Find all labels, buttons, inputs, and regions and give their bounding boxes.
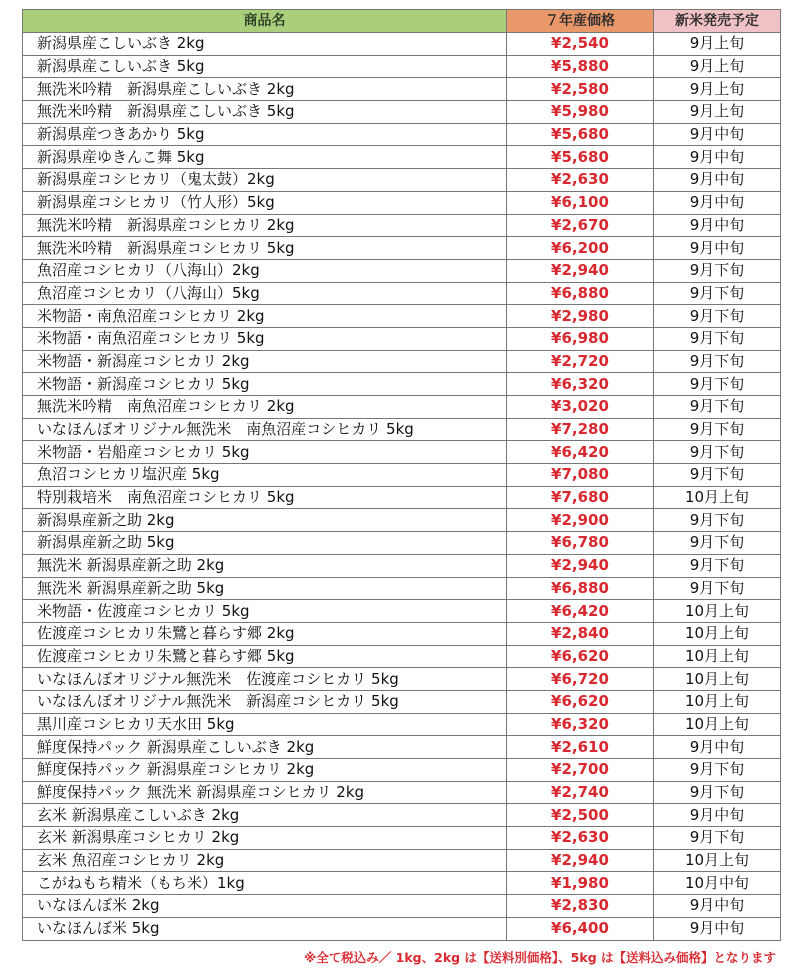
price-cell: ¥2,830	[507, 895, 654, 918]
price-list	[22, 9, 780, 941]
table-row	[23, 191, 781, 214]
release-cell: 9月下旬	[654, 464, 781, 487]
release-cell: 9月下旬	[654, 759, 781, 782]
product-name-cell: 無洗米 新潟県産新之助 5kg	[23, 577, 507, 600]
table-row	[23, 509, 781, 532]
product-name-cell: こがねもち精米（もち米）1kg	[23, 872, 507, 895]
price-cell: ¥2,720	[507, 350, 654, 373]
price-cell: ¥6,100	[507, 191, 654, 214]
release-cell: 9月中旬	[654, 895, 781, 918]
price-cell: ¥2,630	[507, 827, 654, 850]
table-row	[23, 259, 781, 282]
table-row	[23, 282, 781, 305]
product-name-cell: 黒川産コシヒカリ天水田 5kg	[23, 713, 507, 736]
table-body	[23, 33, 781, 941]
price-cell: ¥2,940	[507, 554, 654, 577]
product-name-cell: 玄米 新潟県産コシヒカリ 2kg	[23, 827, 507, 850]
table-row	[23, 373, 781, 396]
product-name-cell: 新潟県産こしいぶき 5kg	[23, 55, 507, 78]
price-cell: ¥5,980	[507, 101, 654, 124]
table-row	[23, 123, 781, 146]
product-name-cell: 佐渡産コシヒカリ朱鷺と暮らす郷 2kg	[23, 622, 507, 645]
release-cell: 9月上旬	[654, 55, 781, 78]
price-cell: ¥6,880	[507, 282, 654, 305]
table-row	[23, 486, 781, 509]
product-name-cell: 新潟県産新之助 2kg	[23, 509, 507, 532]
price-cell: ¥2,900	[507, 509, 654, 532]
price-cell: ¥7,280	[507, 418, 654, 441]
release-cell: 9月下旬	[654, 350, 781, 373]
table-row	[23, 101, 781, 124]
product-name-cell: 鮮度保持パック 新潟県産コシヒカリ 2kg	[23, 759, 507, 782]
table-row	[23, 554, 781, 577]
table-row	[23, 827, 781, 850]
product-name-cell: 新潟県産コシヒカリ（鬼太鼓）2kg	[23, 169, 507, 192]
table-row	[23, 577, 781, 600]
release-cell: 9月上旬	[654, 101, 781, 124]
header-row	[23, 10, 781, 33]
table-row	[23, 872, 781, 895]
table-row	[23, 668, 781, 691]
price-cell: ¥6,620	[507, 645, 654, 668]
product-name-cell: 鮮度保持パック 新潟県産こしいぶき 2kg	[23, 736, 507, 759]
release-cell: 9月下旬	[654, 418, 781, 441]
price-cell: ¥2,980	[507, 305, 654, 328]
price-cell: ¥6,980	[507, 327, 654, 350]
table-row	[23, 759, 781, 782]
table-row	[23, 305, 781, 328]
price-cell: ¥6,720	[507, 668, 654, 691]
release-cell: 9月下旬	[654, 305, 781, 328]
product-name-cell: 新潟県産つきあかり 5kg	[23, 123, 507, 146]
product-name-cell: 米物語・南魚沼産コシヒカリ 2kg	[23, 305, 507, 328]
product-name-cell: 新潟県産こしいぶき 2kg	[23, 33, 507, 56]
product-name-cell: いなほんぼオリジナル無洗米 新潟産コシヒカリ 5kg	[23, 690, 507, 713]
release-cell: 10月上旬	[654, 690, 781, 713]
price-cell: ¥2,940	[507, 259, 654, 282]
price-table	[22, 9, 781, 941]
price-cell: ¥7,080	[507, 464, 654, 487]
price-cell: ¥2,670	[507, 214, 654, 237]
table-row	[23, 327, 781, 350]
price-cell: ¥7,680	[507, 486, 654, 509]
price-cell: ¥5,680	[507, 123, 654, 146]
product-name-cell: 魚沼産コシヒカリ（八海山）5kg	[23, 282, 507, 305]
price-cell: ¥6,320	[507, 373, 654, 396]
price-cell: ¥2,540	[507, 33, 654, 56]
price-cell: ¥2,740	[507, 781, 654, 804]
release-cell: 9月下旬	[654, 509, 781, 532]
table-row	[23, 622, 781, 645]
price-cell: ¥6,320	[507, 713, 654, 736]
price-cell: ¥6,420	[507, 441, 654, 464]
price-cell: ¥5,680	[507, 146, 654, 169]
table-row	[23, 146, 781, 169]
product-name-cell: いなほんぼ米 5kg	[23, 917, 507, 940]
product-name-cell: 無洗米吟精 新潟県産コシヒカリ 5kg	[23, 237, 507, 260]
product-name-cell: 鮮度保持パック 無洗米 新潟県産コシヒカリ 2kg	[23, 781, 507, 804]
header-release: 新米発売予定	[654, 10, 781, 33]
table-row	[23, 736, 781, 759]
release-cell: 9月下旬	[654, 554, 781, 577]
product-name-cell: 無洗米吟精 新潟県産こしいぶき 2kg	[23, 78, 507, 101]
product-name-cell: いなほんぼ米 2kg	[23, 895, 507, 918]
price-cell: ¥6,880	[507, 577, 654, 600]
price-cell: ¥2,700	[507, 759, 654, 782]
product-name-cell: 魚沼産コシヒカリ（八海山）2kg	[23, 259, 507, 282]
release-cell: 9月下旬	[654, 396, 781, 419]
table-row	[23, 645, 781, 668]
price-cell: ¥1,980	[507, 872, 654, 895]
release-cell: 10月上旬	[654, 849, 781, 872]
table-row	[23, 532, 781, 555]
table-row	[23, 713, 781, 736]
price-cell: ¥6,200	[507, 237, 654, 260]
product-name-cell: 玄米 新潟県産こしいぶき 2kg	[23, 804, 507, 827]
table-row	[23, 441, 781, 464]
release-cell: 10月中旬	[654, 872, 781, 895]
table-row	[23, 237, 781, 260]
release-cell: 10月上旬	[654, 622, 781, 645]
price-cell: ¥2,940	[507, 849, 654, 872]
product-name-cell: 米物語・新潟産コシヒカリ 5kg	[23, 373, 507, 396]
release-cell: 10月上旬	[654, 486, 781, 509]
price-cell: ¥2,610	[507, 736, 654, 759]
release-cell: 9月中旬	[654, 237, 781, 260]
release-cell: 9月中旬	[654, 214, 781, 237]
table-row	[23, 214, 781, 237]
release-cell: 9月下旬	[654, 259, 781, 282]
header-price: ７年産価格	[507, 10, 654, 33]
product-name-cell: 無洗米吟精 南魚沼産コシヒカリ 2kg	[23, 396, 507, 419]
release-cell: 9月下旬	[654, 282, 781, 305]
product-name-cell: 新潟県産新之助 5kg	[23, 532, 507, 555]
release-cell: 9月中旬	[654, 736, 781, 759]
product-name-cell: 無洗米 新潟県産新之助 2kg	[23, 554, 507, 577]
release-cell: 9月下旬	[654, 327, 781, 350]
release-cell: 9月上旬	[654, 33, 781, 56]
price-cell: ¥2,630	[507, 169, 654, 192]
table-row	[23, 464, 781, 487]
product-name-cell: 無洗米吟精 新潟県産コシヒカリ 2kg	[23, 214, 507, 237]
product-name-cell: いなほんぼオリジナル無洗米 佐渡産コシヒカリ 5kg	[23, 668, 507, 691]
product-name-cell: 無洗米吟精 新潟県産こしいぶき 5kg	[23, 101, 507, 124]
release-cell: 10月上旬	[654, 668, 781, 691]
table-row	[23, 169, 781, 192]
product-name-cell: 米物語・南魚沼産コシヒカリ 5kg	[23, 327, 507, 350]
product-name-cell: 新潟県産ゆきんこ舞 5kg	[23, 146, 507, 169]
table-row	[23, 600, 781, 623]
table-row	[23, 917, 781, 940]
product-name-cell: 米物語・岩船産コシヒカリ 5kg	[23, 441, 507, 464]
release-cell: 9月上旬	[654, 78, 781, 101]
table-row	[23, 55, 781, 78]
release-cell: 9月下旬	[654, 532, 781, 555]
table-row	[23, 350, 781, 373]
price-cell: ¥6,780	[507, 532, 654, 555]
price-cell: ¥6,400	[507, 917, 654, 940]
table-row	[23, 396, 781, 419]
table-row	[23, 78, 781, 101]
product-name-cell: 佐渡産コシヒカリ朱鷺と暮らす郷 5kg	[23, 645, 507, 668]
release-cell: 9月下旬	[654, 373, 781, 396]
release-cell: 9月下旬	[654, 441, 781, 464]
release-cell: 9月中旬	[654, 169, 781, 192]
product-name-cell: 米物語・佐渡産コシヒカリ 5kg	[23, 600, 507, 623]
release-cell: 9月下旬	[654, 827, 781, 850]
release-cell: 9月下旬	[654, 781, 781, 804]
product-name-cell: 玄米 魚沼産コシヒカリ 2kg	[23, 849, 507, 872]
release-cell: 9月中旬	[654, 146, 781, 169]
release-cell: 10月上旬	[654, 600, 781, 623]
release-cell: 9月中旬	[654, 804, 781, 827]
product-name-cell: 魚沼コシヒカリ塩沢産 5kg	[23, 464, 507, 487]
price-cell: ¥3,020	[507, 396, 654, 419]
price-cell: ¥5,880	[507, 55, 654, 78]
header-product-name: 商品名	[23, 10, 507, 33]
table-row	[23, 690, 781, 713]
product-name-cell: 新潟県産コシヒカリ（竹人形）5kg	[23, 191, 507, 214]
table-row	[23, 781, 781, 804]
price-cell: ¥6,420	[507, 600, 654, 623]
table-row	[23, 849, 781, 872]
release-cell: 10月上旬	[654, 713, 781, 736]
release-cell: 9月中旬	[654, 191, 781, 214]
price-cell: ¥6,620	[507, 690, 654, 713]
table-row	[23, 804, 781, 827]
table-row	[23, 33, 781, 56]
price-cell: ¥2,580	[507, 78, 654, 101]
release-cell: 9月下旬	[654, 577, 781, 600]
product-name-cell: 米物語・新潟産コシヒカリ 2kg	[23, 350, 507, 373]
product-name-cell: いなほんぼオリジナル無洗米 南魚沼産コシヒカリ 5kg	[23, 418, 507, 441]
price-cell: ¥2,500	[507, 804, 654, 827]
table-row	[23, 895, 781, 918]
footnote: ※全て税込み／ 1kg、2kg は【送料別価格】、5kg は【送料込み価格】となります	[304, 950, 776, 965]
table-row	[23, 418, 781, 441]
product-name-cell: 特別栽培米 南魚沼産コシヒカリ 5kg	[23, 486, 507, 509]
price-cell: ¥2,840	[507, 622, 654, 645]
release-cell: 9月中旬	[654, 123, 781, 146]
release-cell: 9月中旬	[654, 917, 781, 940]
release-cell: 10月上旬	[654, 645, 781, 668]
